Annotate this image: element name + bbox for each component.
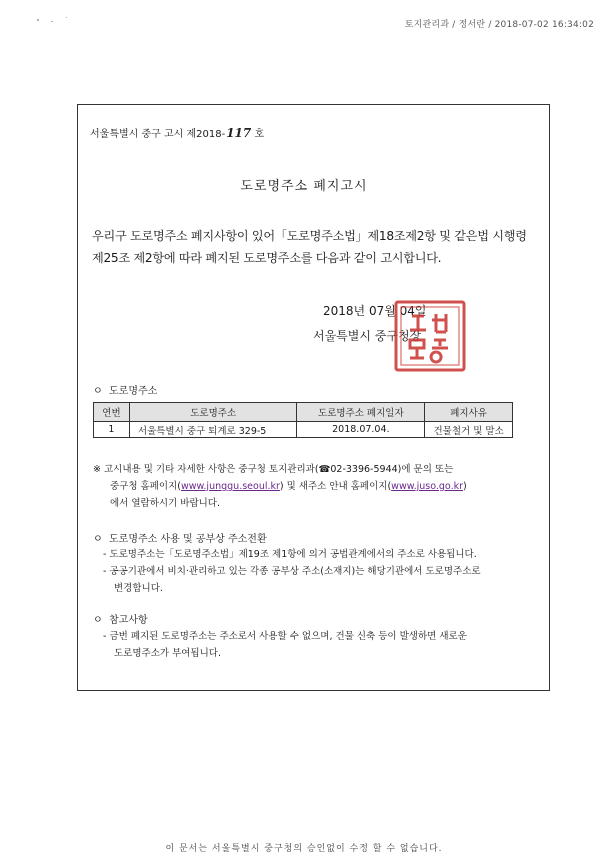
list-item: - 금번 폐지된 도로명주소는 주소로서 사용할 수 없으며, 건물 신축 등이 발생하면 새로운 (103, 631, 467, 642)
notice-number-suffix: 호 (254, 129, 265, 140)
section-bullet: ㅇ (93, 615, 103, 626)
note-line: 에서 열람하시기 바랍니다. (110, 498, 221, 509)
notice-body-line: 우리구 도로명주소 폐지사항이 있어「도로명주소법」제18조제2항 및 같은법 시행령 (92, 229, 527, 243)
section-heading-usage (93, 530, 267, 545)
col-header-number: 연번 (94, 403, 130, 422)
list-item: - 도로명주소는「도로명주소법」제19조 제1항에 의거 공법관계에서의 주소로 사용됩니다. (103, 549, 477, 560)
note-text: 중구청 홈페이지( (110, 481, 181, 492)
list-item: - 공공기관에서 비치·관리하고 있는 각종 공부상 주소(소재지)는 해당기관에서 도로명주소로 (103, 566, 481, 577)
col-header-abolish-date: 도로명주소 폐지일자 (297, 403, 425, 422)
cell-reason: 건물철거 및 말소 (425, 422, 513, 438)
note-line: ※ 고시내용 및 기타 자세한 사항은 중구청 토지관리과(☎02-3396-5944)에 문의 또는 (93, 464, 454, 475)
list-item-continuation: 변경합니다. (114, 583, 163, 594)
footer-disclaimer: 이 문서는 서울특별시 중구청의 승인없이 수정 할 수 없습니다. (165, 844, 443, 854)
note-line (93, 478, 533, 495)
issuer-name: 서울특별시 중구청장 (313, 329, 422, 343)
notice-body-line: 제25조 제2항에 따라 폐지된 도로명주소를 다음과 같이 고시합니다. (92, 251, 442, 265)
section-heading-text: 참고사항 (109, 615, 148, 626)
official-seal-icon (392, 298, 468, 374)
cell-abolish-date: 2018.07.04. (297, 422, 425, 438)
section-bullet: ㅇ (93, 534, 103, 545)
scan-speck (51, 21, 53, 22)
note-text: ) 및 새주소 안내 홈페이지( (279, 481, 392, 492)
list-item-continuation: 도로명주소가 부여됩니다. (114, 648, 221, 659)
junggu-homepage-link[interactable]: www.junggu.seoul.kr (180, 481, 280, 492)
notice-number-prefix: 서울특별시 중구 고시 제2018- (90, 129, 226, 140)
section-heading-text: 도로명주소 (109, 386, 158, 397)
usage-list (103, 546, 533, 597)
juso-homepage-link[interactable]: www.juso.go.kr (391, 481, 464, 492)
section-heading-reference (93, 611, 148, 626)
inquiry-note (93, 461, 533, 512)
notice-number (90, 125, 264, 140)
table-header-row (94, 403, 513, 422)
cell-address: 서울특별시 중구 퇴계로 329-5 (129, 422, 297, 438)
document-log-stamp: 토지관리과 / 정서란 / 2018-07-02 16:34:02 (404, 20, 594, 30)
section-heading-text: 도로명주소 사용 및 공부상 주소전환 (109, 534, 267, 545)
scan-speck (66, 17, 67, 18)
scan-speck (37, 19, 39, 21)
reference-list (103, 628, 533, 662)
col-header-reason: 폐지사유 (425, 403, 513, 422)
note-text: ) (463, 481, 467, 492)
table-row (94, 422, 513, 438)
col-header-address: 도로명주소 (129, 403, 297, 422)
notice-body (92, 225, 552, 269)
document-title: 도로명주소 폐지고시 (240, 179, 368, 194)
abolished-address-table (93, 402, 513, 438)
section-bullet: ㅇ (93, 386, 103, 397)
notice-number-handwritten: 117 (226, 126, 252, 140)
cell-number: 1 (94, 422, 130, 438)
section-heading-addresses (93, 382, 157, 397)
notice-date: 2018년 07월 04일 (323, 304, 427, 318)
